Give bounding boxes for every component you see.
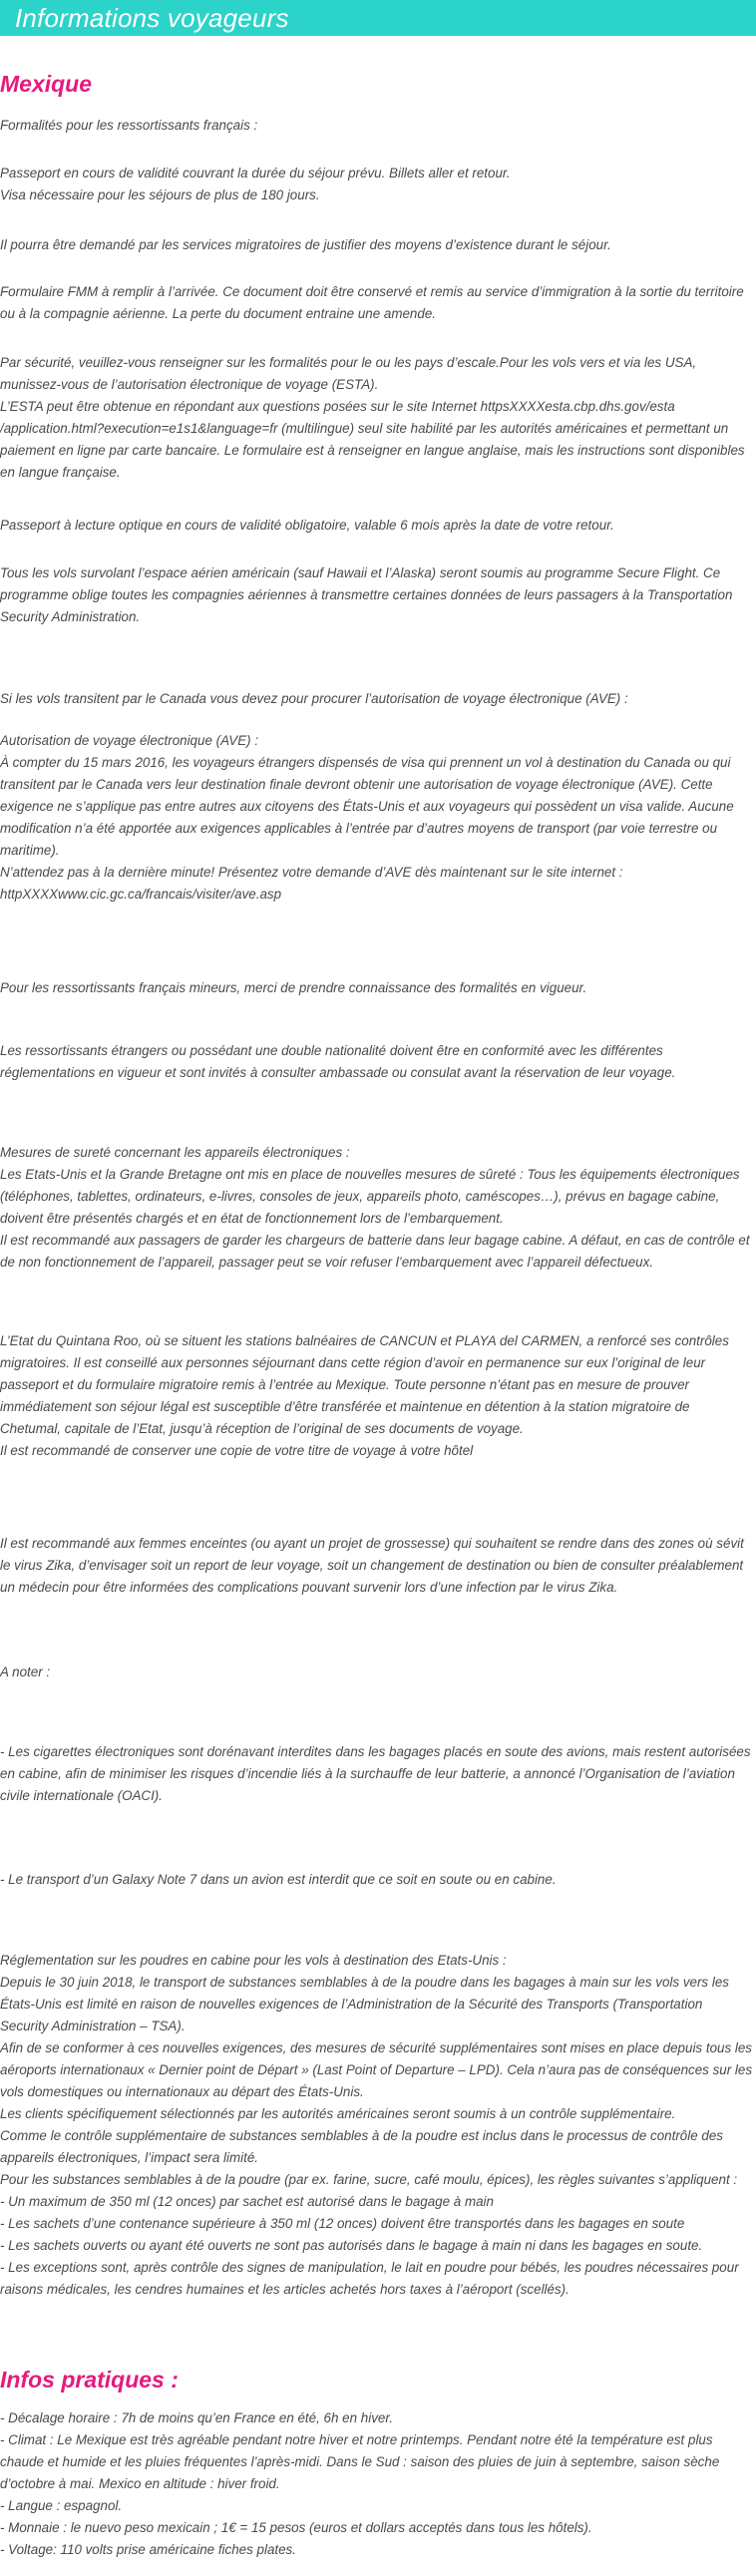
paragraph-fmm-form (0, 281, 754, 325)
page-title: Informations voyageurs (15, 3, 289, 33)
paragraph-line: - Voltage: 110 volts prise américaine fiches plates. (0, 2542, 296, 2557)
paragraph-line: Réglementation sur les poudres en cabine pour les vols à destination des Etats-Unis : (0, 1953, 507, 1968)
header-bar (0, 0, 756, 36)
paragraph-passport-optical (0, 515, 754, 537)
paragraph-line: Pour les substances semblables à de la poudre (par ex. farine, sucre, café moulu, épices), les règles suivantes s’appliquent : (0, 2172, 738, 2187)
paragraph-line: Les clients spécifiquement sélectionnés par les autorités américaines seront soumis à un contrôle supplémentaire. (0, 2106, 676, 2121)
paragraph-line: Autorisation de voyage électronique (AVE) : (0, 733, 259, 748)
paragraph-line: - Le transport d’un Galaxy Note 7 dans un avion est interdit que ce soit en soute ou en cabine. (0, 1872, 557, 1887)
paragraph-line: À compter du 15 mars 2016, les voyageurs étrangers dispensés de visa qui prennent un vol à destination du Canada ou qui transitent par le Canada vers leur destination finale devront obtenir une autorisation de voyage électronique (AVE). Cette exigence ne s’applique pas entre autres aux citoyens des États-Unis et aux voyageurs qui possèdent un visa valide. Aucune modification n’a été apportée aux exigences applicables à l’entrée par d’autres moyens de transport (par voie terrestre ou maritime). (0, 755, 734, 858)
paragraph-practical-info (0, 2407, 754, 2561)
paragraph-line: - Les cigarettes électroniques sont dorénavant interdites dans les bagages placés en soute des avions, mais restent autorisées en cabine, afin de minimiser les risques d’incendie liés à la surchauffe de leur batterie, a annoncé l’Organisation de l’aviation civile internationale (OACI). (0, 1744, 751, 1803)
paragraph-line: Il est recommandé aux femmes enceintes (ou ayant un projet de grossesse) qui souhaitent se rendre dans des zones où sévit le virus Zika, d’envisager soit un report de leur voyage, soit un changement de destination ou bien de consulter préalablement un médecin pour être informées des complications pouvant survenir lors d’une infection par le virus Zika. (0, 1536, 744, 1595)
paragraph-line: - Climat : Le Mexique est très agréable pendant notre hiver et notre printemps. Pendant notre été la température est plus chaude et humide et les pluies fréquentes l’après-midi. Dans le Sud : saison des pluies de juin à septembre, saison sèche d’octobre à mai. Mexico en altitude : hiver froid. (0, 2432, 720, 2491)
paragraph-line: Pour les ressortissants français mineurs, merci de prendre connaissance des formalités en vigueur. (0, 980, 587, 995)
paragraph-line: N’attendez pas à la dernière minute! Présentez votre demande d’AVE dès maintenant sur le site internet : httpXXXXwww.cic.gc.ca/francais/visiter/ave.asp (0, 865, 623, 902)
paragraph-line: L’ESTA peut être obtenue en répondant aux questions posées sur le site Internet httpsXXXXesta.cbp.dhs.gov/esta /application.html?execution=e1s1&language=fr (multilingue) seul site habilité par les autorités américaines et permettant un paiement en ligne par carte bancaire. Le formulaire est à renseigner en langue anglaise, mais les instructions sont disponibles en langue française. (0, 399, 745, 480)
paragraph-passport-visa (0, 163, 754, 206)
paragraph-canada-transit (0, 688, 754, 710)
paragraph-formalities-intro (0, 115, 754, 137)
paragraph-line: Visa nécessaire pour les séjours de plus de 180 jours. (0, 187, 320, 202)
paragraph-line: - Monnaie : le nuevo peso mexicain ; 1€ = 15 pesos (euros et dollars acceptés dans tous les hôtels). (0, 2520, 592, 2535)
paragraph-line: Il est recommandé aux passagers de garder les chargeurs de batterie dans leur bagage cabine. A défaut, en cas de contrôle et de non fonctionnement de l’appareil, passager peut se voir refuser l’embarquement avec l’appareil défectueux. (0, 1233, 750, 1270)
paragraph-line: Mesures de sureté concernant les appareils électroniques : (0, 1145, 350, 1160)
paragraph-line: - Les exceptions sont, après contrôle des signes de manipulation, le lait en poudre pour bébés, les poudres nécessaires pour raisons médicales, les cendres humaines et les articles achetés hors taxes à l’aéroport (scellés). (0, 2260, 739, 2297)
paragraph-line: Formulaire FMM à remplir à l’arrivée. Ce document doit être conservé et remis au service d’immigration à la sortie du territoire ou à la compagnie aérienne. La perte du document entraine une amende. (0, 284, 744, 321)
paragraph-line: Par sécurité, veuillez-vous renseigner sur les formalités pour le ou les pays d’escale.Pour les vols vers et via les USA, munissez-vous de l’autorisation électronique de voyage (ESTA). (0, 355, 697, 392)
paragraph-electronics-security (0, 1142, 754, 1274)
paragraph-line: - Les sachets ouverts ou ayant été ouverts ne sont pas autorisés dans le bagage à main ni dans les bagages en soute. (0, 2238, 703, 2253)
paragraph-means-of-existence (0, 234, 754, 256)
paragraph-line: - Un maximum de 350 ml (12 onces) par sachet est autorisé dans le bagage à main (0, 2194, 494, 2209)
paragraph-line: - Décalage horaire : 7h de moins qu’en France en été, 6h en hiver. (0, 2410, 394, 2425)
paragraph-line: Comme le contrôle supplémentaire de substances semblables à de la poudre est inclus dans le processus de contrôle des appareils électroniques, l’impact sera limité. (0, 2128, 723, 2165)
paragraph-line: Tous les vols survolant l’espace aérien américain (sauf Hawaii et l’Alaska) seront soumis au programme Secure Flight. Ce programme oblige toutes les compagnies aériennes à transmettre certaines données de leurs passagers à la Transportation Security Administration. (0, 565, 733, 624)
paragraph-minors (0, 977, 754, 999)
paragraph-e-cigarettes (0, 1741, 754, 1807)
paragraph-galaxy-note (0, 1869, 754, 1891)
paragraph-line: Les Etats-Unis et la Grande Bretagne ont mis en place de nouvelles mesures de sûreté : Tous les équipements électroniques (téléphones, tablettes, ordinateurs, e-livres, consoles de jeux, appareils photo, caméscopes…), prévus en bagage cabine, doivent être présentés chargés et en état de fonctionnement lors de l’embarquement. (0, 1167, 740, 1226)
paragraph-esta (0, 352, 754, 484)
paragraph-line: Afin de se conformer à ces nouvelles exigences, des mesures de sécurité supplémentaires sont mises en place depuis tous les aéroports internationaux « Dernier point de Départ » (Last Point of Departure – LPD). Cela n’aura pas de conséquences sur les vols domestiques ou internationaux au départ des États-Unis. (0, 2040, 753, 2099)
paragraph-line: - Les sachets d’une contenance supérieure à 350 ml (12 onces) doivent être transportés dans les bagages en soute (0, 2216, 685, 2231)
paragraph-line: Il est recommandé de conserver une copie de votre titre de voyage à votre hôtel (0, 1443, 474, 1458)
paragraph-line: A noter : (0, 1664, 51, 1679)
paragraph-line: Passeport en cours de validité couvrant la durée du séjour prévu. Billets aller et retour. (0, 166, 511, 181)
section-title-country: Mexique (0, 71, 93, 97)
paragraph-note-heading (0, 1661, 754, 1683)
paragraph-line: Passeport à lecture optique en cours de validité obligatoire, valable 6 mois après la date de votre retour. (0, 518, 614, 533)
paragraph-powders (0, 1950, 754, 2301)
paragraph-zika (0, 1533, 754, 1599)
paragraph-foreign-nationals (0, 1040, 754, 1084)
paragraph-line: Formalités pour les ressortissants français : (0, 118, 258, 133)
paragraph-line: - Langue : espagnol. (0, 2498, 123, 2513)
paragraph-line: Si les vols transitent par le Canada vous devez pour procurer l’autorisation de voyage électronique (AVE) : (0, 691, 628, 706)
paragraph-quintana-roo (0, 1330, 754, 1462)
paragraph-secure-flight (0, 562, 754, 628)
paragraph-ave (0, 730, 754, 906)
section-title-infos: Infos pratiques : (0, 2367, 179, 2392)
paragraph-line: Il pourra être demandé par les services migratoires de justifier des moyens d’existence durant le séjour. (0, 237, 611, 252)
paragraph-line: Les ressortissants étrangers ou possédant une double nationalité doivent être en conformité avec les différentes réglementations en vigueur et sont invités à consulter ambassade ou consulat avant la réservation de leur voyage. (0, 1043, 676, 1080)
paragraph-line: Depuis le 30 juin 2018, le transport de substances semblables à de la poudre dans les bagages à main sur les vols vers les États-Unis est limité en raison de nouvelles exigences de l’Administration de la Sécurité des Transports (Transportation Security Administration – TSA). (0, 1975, 729, 2033)
paragraph-line: L’Etat du Quintana Roo, où se situent les stations balnéaires de CANCUN et PLAYA del CARMEN, a renforcé ses contrôles migratoires. Il est conseillé aux personnes séjournant dans cette région d’avoir en permanence sur eux l’original de leur passeport et du formulaire migratoire remis à l’entrée au Mexique. Toute personne n’étant pas en mesure de prouver immédiatement son séjour légal est susceptible d’être transférée et maintenue en détention à la station migratoire de Chetumal, capitale de l’Etat, jusqu’à réception de l’original de ses documents de voyage. (0, 1333, 729, 1436)
